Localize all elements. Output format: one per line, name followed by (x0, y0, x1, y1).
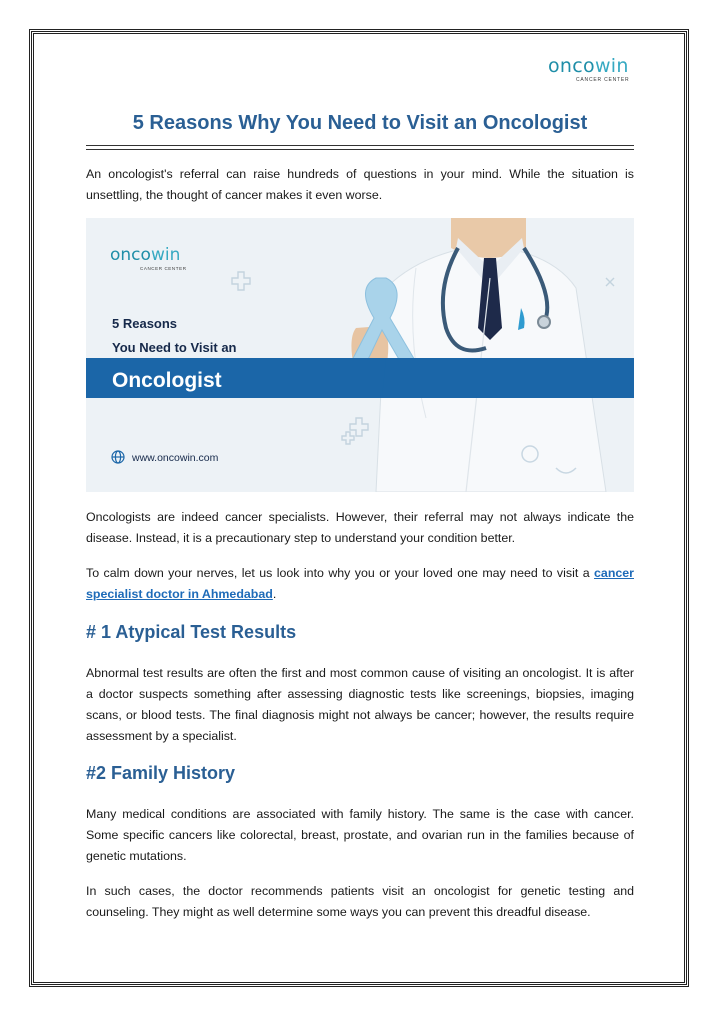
intro-paragraph: An oncologist's referral can raise hundreds of questions in your mind. While the situation is unsettling, the thought of cancer makes it even worse. (86, 167, 634, 202)
paragraph-oncologists: Oncologists are indeed cancer specialists. However, their referral may not always indicate the disease. Instead, it is a precautionary step to understand your condition better. (86, 510, 634, 545)
logo-subtitle: CANCER CENTER (576, 77, 630, 83)
banner-logo: oncowin (110, 245, 181, 265)
title-divider (86, 145, 634, 150)
section-2-body-1: Many medical conditions are associated with family history. The same is the case with cancer. Some specific cancers like colorectal, breast, prostate, and ovarian run in the families because of genetic mutations. (86, 807, 634, 863)
oncowin-logo: oncowin CANCER CENTER (548, 56, 638, 86)
section-2-heading: #2 Family History (86, 763, 236, 783)
specialist-doctor-link[interactable]: cancer specialist doctor in Ahmedabad (86, 566, 634, 601)
section-1-heading: # 1 Atypical Test Results (86, 622, 297, 642)
paragraph-calm: To calm down your nerves, let us look into why you or your loved one may need to visit a cancer specialist doctor in Ahmedabad. (86, 566, 634, 601)
banner-line-3: Oncologist (112, 369, 222, 392)
banner-line-1: 5 Reasons (112, 316, 178, 331)
section-1-body: Abnormal test results are often the first and most common cause of visiting an oncologist. It is after a doctor suspects something after assessing diagnostic tests like screenings, biopsies, imaging scans, or blood tests. The final diagnosis might not always be cancer; however, the results require assessment by a specialist. (86, 666, 634, 743)
banner-logo-subtitle: CANCER CENTER (140, 266, 187, 271)
banner-line-2: You Need to Visit an (112, 340, 237, 355)
hero-banner (86, 218, 634, 492)
section-2-body-2: In such cases, the doctor recommends patients visit an oncologist for genetic testing and counseling. They might as well determine some ways you can prevent this dreadful disease. (86, 884, 634, 919)
page-title: 5 Reasons Why You Need to Visit an Oncologist (132, 112, 588, 134)
banner-website: www.oncowin.com (132, 452, 219, 464)
